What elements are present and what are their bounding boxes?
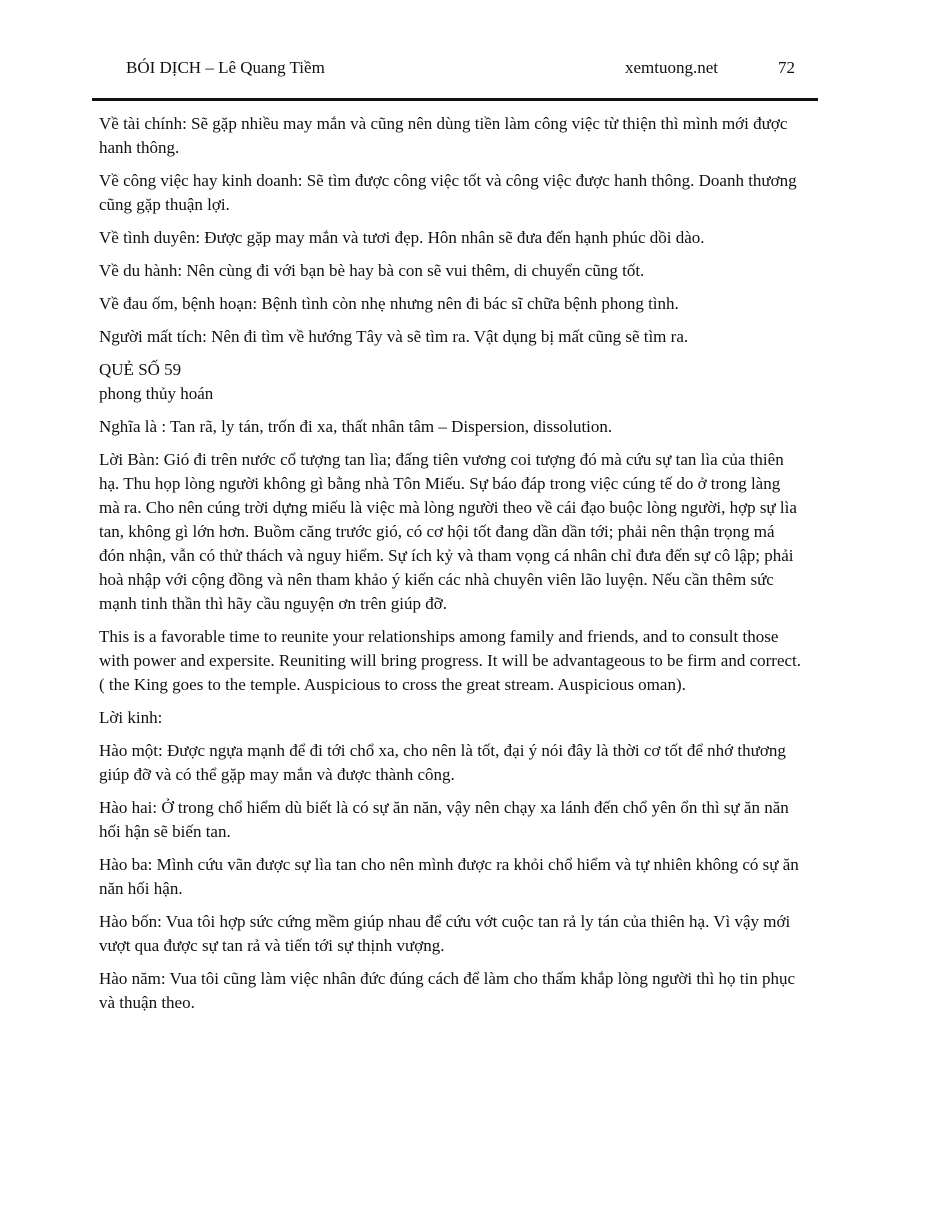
paragraph-commentary: Lời Bàn: Gió đi trên nước cổ tượng tan lìa; đấng tiên vương coi tượng đó mà cứu sự tan lìa của thiên hạ. Thu họp lòng người không gì bằng nhà Tôn Miếu. Sự báo đáp trong việc cúng tế do ở trong làng mà ra. Cho nên cúng trời dựng miếu là việc mà lòng người theo về cái đạo buộc lòng người, hợp sự lìa tan, không gì lớn hơn. Buồm căng trước gió, có cơ hội tốt đang dần dần tới; phải nên thận trọng má đón nhận, vẫn có thử thách và nguy hiểm. Sự ích kỷ và tham vọng cá nhân chỉ đưa đến sự cô lập; phải hoà nhập với cộng đồng và nên tham khảo ý kiến các nhà chuyên viên lão luyện. Nếu cần thêm sức mạnh tinh thần thì hãy cầu nguyện ơn trên giúp đỡ.	[99, 450, 797, 613]
hexagram-name: phong thủy hoán	[99, 384, 214, 403]
document-body	[99, 112, 804, 1024]
paragraph-finance: Về tài chính: Sẽ gặp nhiều may mắn và cũng nên dùng tiền làm công việc từ thiện thì mình mới được hanh thông.	[99, 114, 788, 157]
paragraph-line-four: Hào bốn: Vua tôi hợp sức cứng mềm giúp nhau để cứu vớt cuộc tan rả ly tán của thiên hạ. Vì vậy mới vượt qua được sự tan rả và tiến tới sự thịnh vượng.	[99, 912, 791, 955]
paragraph-line-two: Hào hai: Ở trong chổ hiểm dù biết là có sự ăn năn, vậy nên chạy xa lánh đến chổ yên ổn thì sự ăn năn hối hận sẽ biến tan.	[99, 798, 789, 841]
paragraph-line-three: Hào ba: Mình cứu vãn được sự lìa tan cho nên mình được ra khỏi chổ hiểm và tự nhiên không có sự ăn năn hối hận.	[99, 855, 799, 898]
paragraph-illness: Về đau ốm, bệnh hoạn: Bệnh tình còn nhẹ nhưng nên đi bác sĩ chữa bệnh phong tình.	[99, 294, 679, 313]
header-site: xemtuong.net	[625, 58, 719, 77]
paragraph-love: Về tình duyên: Được gặp may mắn và tươi đẹp. Hôn nhân sẽ đưa đến hạnh phúc dồi dào.	[99, 228, 705, 247]
paragraph-loi-kinh: Lời kinh:	[99, 708, 163, 727]
paragraph-meaning: Nghĩa là : Tan rã, ly tán, trốn đi xa, thất nhân tâm – Dispersion, dissolution.	[99, 417, 613, 436]
page-number: 72	[778, 58, 795, 77]
paragraph-business: Về công việc hay kinh doanh: Sẽ tìm được công việc tốt và công việc được hanh thông. Doanh thương cũng gặp thuận lợi.	[99, 171, 797, 214]
hexagram-title: QUẺ SỐ 59	[99, 360, 182, 379]
paragraph-travel: Về du hành: Nên cùng đi với bạn bè hay bà con sẽ vui thêm, di chuyển cũng tốt.	[99, 261, 645, 280]
paragraph-english: This is a favorable time to reunite your relationships among family and friends, and to consult those with power and expersite. Reuniting will bring progress. It will be advantageous to be firm and correct. ( the King goes to the temple. Auspicious to cross the great stream. Auspicious oman).	[99, 627, 802, 694]
paragraph-line-five: Hào năm: Vua tôi cũng làm việc nhân đức đúng cách để làm cho thấm khắp lòng người thì họ tin phục và thuận theo.	[99, 969, 796, 1012]
paragraph-missing-person: Người mất tích: Nên đi tìm về hướng Tây và sẽ tìm ra. Vật dụng bị mất cũng sẽ tìm ra.	[99, 327, 689, 346]
paragraph-line-one: Hào một: Được ngựa mạnh để đi tới chổ xa, cho nên là tốt, đại ý nói đây là thời cơ tốt để nhớ thương giúp đỡ và có thể gặp may mắn và được thành công.	[99, 741, 786, 784]
header-title: BÓI DỊCH – Lê Quang Tiềm	[126, 58, 325, 77]
page-header	[92, 56, 818, 101]
